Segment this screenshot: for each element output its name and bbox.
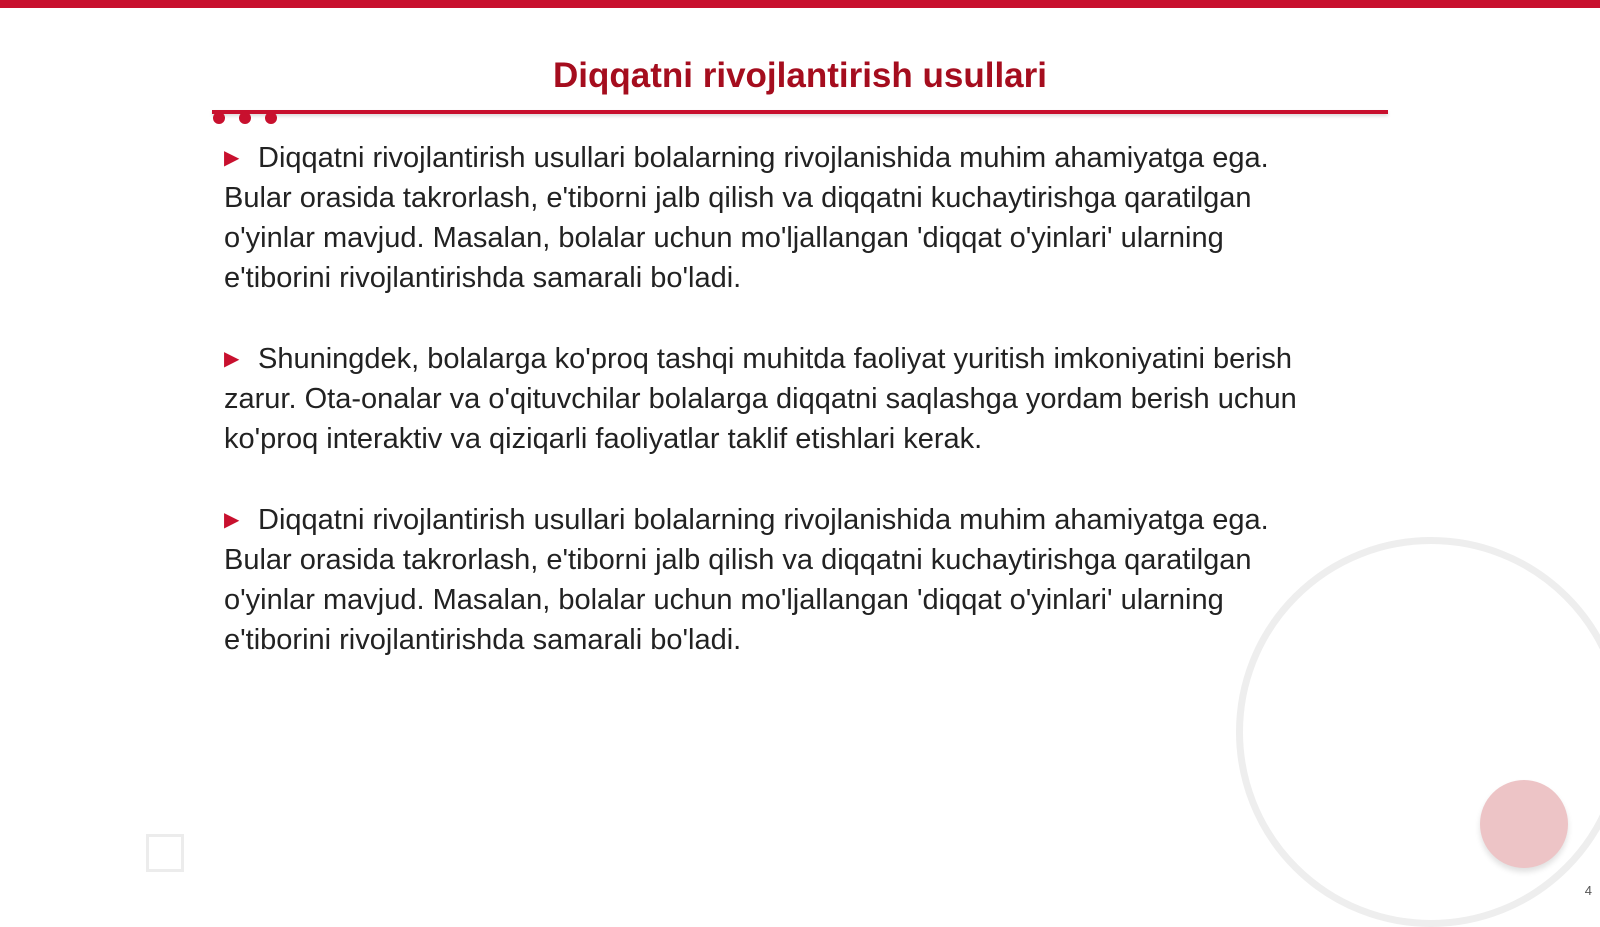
paragraph-line: o'yinlar mavjud. Masalan, bolalar uchun mo'ljallangan 'diqqat o'yinlari' ularning — [224, 584, 1224, 616]
paragraph-line: Diqqatni rivojlantirish usullari bolalarning rivojlanishida muhim ahamiyatga ega. — [258, 142, 1269, 174]
paragraph-line: ko'proq interaktiv va qiziqarli faoliyatlar taklif etishlari kerak. — [224, 423, 983, 455]
paragraph-line: Shuningdek, bolalarga ko'proq tashqi muhitda faoliyat yuritish imkoniyatini berish — [258, 343, 1293, 375]
paragraph-line: e'tiborini rivojlantirishda samarali bo'ladi. — [224, 262, 742, 294]
paragraph-line: Bular orasida takrorlash, e'tiborni jalb qilish va diqqatni kuchaytirishga qaratilgan — [224, 544, 1252, 576]
decorative-square — [146, 834, 184, 872]
bullet-paragraph — [224, 339, 1394, 459]
decorative-circle — [1480, 780, 1568, 868]
title-divider — [212, 110, 1388, 114]
paragraph-line: zarur. Ota-onalar va o'qituvchilar bolalarga diqqatni saqlashga yordam berish uchun — [224, 383, 1297, 415]
right-triangle-icon: ▶ — [224, 147, 240, 169]
paragraph-line: o'yinlar mavjud. Masalan, bolalar uchun mo'ljallangan 'diqqat o'yinlari' ularning — [224, 222, 1224, 254]
bullet-paragraph — [224, 138, 1394, 298]
slide-body — [224, 138, 1394, 701]
divider-dot — [239, 112, 251, 124]
paragraph-line: Diqqatni rivojlantirish usullari bolalarning rivojlanishida muhim ahamiyatga ega. — [258, 504, 1269, 536]
paragraph-line: Bular orasida takrorlash, e'tiborni jalb qilish va diqqatni kuchaytirishga qaratilgan — [224, 182, 1252, 214]
top-accent-bar — [0, 0, 1600, 8]
bullet-paragraph — [224, 500, 1394, 660]
paragraph-line: e'tiborini rivojlantirishda samarali bo'ladi. — [224, 624, 742, 656]
right-triangle-icon: ▶ — [224, 509, 240, 531]
divider-dot — [265, 112, 277, 124]
right-triangle-icon: ▶ — [224, 348, 240, 370]
divider-dot — [213, 112, 225, 124]
slide-title: Diqqatni rivojlantirish usullari — [553, 56, 1047, 95]
slide-number: 4 — [1584, 883, 1592, 898]
